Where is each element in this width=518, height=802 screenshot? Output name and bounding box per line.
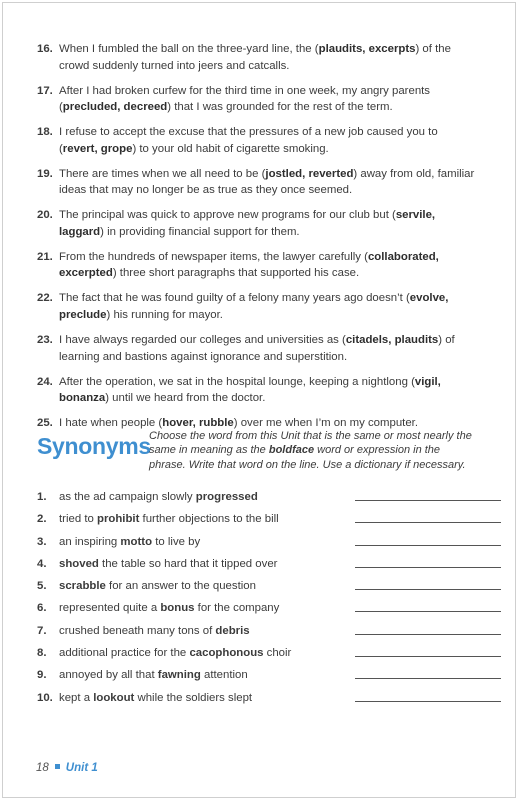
phrase-text: crushed beneath many tons of	[59, 624, 216, 637]
sentence-text: ) away from old, familiar ideas that may no longer be as true as they once seemed.	[59, 167, 475, 197]
instructions-bold: boldface	[268, 444, 315, 457]
answer-line[interactable]	[355, 522, 501, 523]
sentence-text: ) his running for mayor.	[106, 309, 223, 322]
target-word: bonus	[160, 602, 195, 615]
sentence-text: After I had broken curfew for the third time in one week, my angry parents (	[59, 84, 431, 114]
word-choices: hover, rubble	[162, 417, 234, 430]
sentence-item	[37, 207, 477, 240]
item-number: 3.	[37, 535, 47, 548]
word-choices: collaborated, excerpted	[59, 250, 439, 280]
item-number: 2.	[37, 513, 47, 526]
sentence-item	[37, 41, 477, 74]
answer-line[interactable]	[355, 545, 501, 546]
phrase-text: choir	[263, 647, 292, 660]
synonyms-instructions	[149, 429, 477, 472]
sentence-text: ) until we heard from the doctor.	[105, 392, 266, 405]
page-footer	[36, 762, 98, 774]
sentence-text: ) of the crowd suddenly turned into jeers and catcalls.	[59, 43, 451, 72]
phrase-text: annoyed by all that	[59, 669, 158, 682]
item-number: 5.	[37, 580, 47, 593]
page-number: 18	[36, 762, 49, 774]
target-word: cacophonous	[189, 647, 264, 660]
instructions-text: word or expression in the phrase. Write that word on the line. Use a dictionary if necessary.	[149, 444, 466, 471]
word-choices: plaudits, excerpts	[318, 43, 416, 55]
item-number: 24.	[37, 375, 53, 388]
target-word: prohibit	[97, 513, 140, 526]
item-number: 18.	[37, 126, 53, 139]
target-word: shoved	[59, 557, 99, 570]
phrase-text: to live by	[152, 535, 201, 548]
sentence-item	[37, 249, 477, 282]
phrase-text: the table so hard that it tipped over	[98, 557, 278, 570]
sentence-list	[37, 41, 477, 440]
target-word: motto	[120, 535, 153, 548]
answer-line[interactable]	[355, 634, 501, 635]
item-number: 9.	[37, 669, 47, 682]
synonyms-title: Synonyms	[37, 433, 151, 459]
phrase-text: for an answer to the question	[105, 580, 256, 593]
target-word: fawning	[157, 669, 201, 682]
synonym-item	[37, 556, 503, 578]
sentence-text: After the operation, we sat in the hospital lounge, keeping a nightlong (	[59, 375, 415, 388]
workbook-page	[2, 2, 516, 798]
item-number: 6.	[37, 602, 47, 615]
synonyms-list	[37, 489, 503, 712]
item-number: 20.	[37, 209, 53, 222]
sentence-text: I refuse to accept the excuse that the pressures of a new job caused you to (	[59, 126, 438, 155]
phrase-text: attention	[200, 669, 248, 682]
phrase-text: represented quite a	[59, 602, 161, 615]
item-number: 1.	[37, 491, 47, 503]
synonym-item	[37, 600, 503, 622]
target-word: scrabble	[59, 580, 106, 593]
synonym-item	[37, 623, 503, 645]
sentence-item	[37, 83, 477, 116]
item-number: 4.	[37, 557, 47, 570]
item-number: 10.	[37, 691, 53, 704]
sentence-text: ) in providing financial support for them.	[100, 225, 300, 238]
item-number: 17.	[37, 84, 53, 97]
phrase-text: additional practice for the	[59, 647, 190, 660]
item-number: 16.	[37, 43, 53, 55]
word-choices: vigil, bonanza	[59, 375, 441, 405]
phrase-text: further objections to the bill	[139, 513, 279, 526]
phrase-text: as the ad campaign slowly	[59, 491, 196, 503]
answer-line[interactable]	[355, 500, 501, 501]
word-choices: jostled, reverted	[265, 167, 354, 180]
phrase-text: while the soldiers slept	[134, 691, 253, 704]
sentence-item	[37, 166, 477, 199]
answer-line[interactable]	[355, 678, 501, 679]
answer-line[interactable]	[355, 589, 501, 590]
synonyms-header	[37, 427, 477, 475]
sentence-text: ) of learning and bastions against ignorance and superstition.	[59, 334, 455, 363]
sentence-text: ) three short paragraphs that supported his case.	[112, 267, 360, 280]
item-number: 22.	[37, 292, 53, 305]
item-number: 19.	[37, 167, 53, 180]
phrase-text: for the company	[194, 602, 280, 615]
word-choices: evolve, preclude	[59, 292, 449, 322]
answer-line[interactable]	[355, 701, 501, 702]
synonym-item	[37, 489, 503, 511]
word-choices: citadels, plaudits	[345, 334, 439, 347]
synonym-item	[37, 690, 503, 712]
synonym-item	[37, 534, 503, 556]
answer-line[interactable]	[355, 567, 501, 568]
word-choices: servile, laggard	[59, 209, 436, 238]
item-number: 21.	[37, 250, 53, 263]
sentence-text: From the hundreds of newspaper items, the lawyer carefully (	[59, 250, 368, 263]
sentence-text: There are times when we all need to be (	[59, 167, 266, 180]
sentence-text: The principal was quick to approve new programs for our club but (	[59, 209, 396, 222]
synonym-item	[37, 667, 503, 689]
item-number: 23.	[37, 334, 53, 347]
sentence-text: ) to your old habit of cigarette smoking.	[132, 142, 329, 155]
sentence-text: I have always regarded our colleges and universities as (	[59, 334, 346, 347]
phrase-text: an inspiring	[59, 535, 121, 548]
synonym-item	[37, 511, 503, 533]
target-word: progressed	[195, 491, 258, 503]
sentence-text: I hate when people (	[59, 417, 163, 430]
item-number: 7.	[37, 624, 47, 637]
square-bullet-icon	[55, 764, 60, 769]
target-word: lookout	[93, 691, 135, 704]
sentence-text: ) that I was grounded for the rest of the term.	[167, 101, 393, 114]
synonym-item	[37, 578, 503, 600]
instructions-text: Choose the word from this Unit that is the same or most nearly the same in meaning as the	[149, 430, 472, 457]
answer-line[interactable]	[355, 611, 501, 612]
sentence-text: The fact that he was found guilty of a felony many years ago doesn’t (	[59, 292, 410, 305]
sentence-item	[37, 374, 477, 407]
word-choices: precluded, decreed	[62, 101, 168, 114]
phrase-text: tried to	[59, 513, 97, 526]
sentence-text: When I fumbled the ball on the three-yard line, the (	[59, 43, 319, 55]
sentence-item	[37, 290, 477, 323]
word-choices: revert, grope	[62, 142, 133, 155]
sentence-item	[37, 124, 477, 157]
item-number: 8.	[37, 647, 47, 660]
phrase-text: kept a	[59, 691, 94, 704]
sentence-item	[37, 332, 477, 365]
sentence-text: ) over me when I’m on my computer.	[233, 417, 418, 430]
synonym-item	[37, 645, 503, 667]
target-word: debris	[215, 624, 250, 637]
item-number: 25.	[37, 417, 53, 430]
answer-line[interactable]	[355, 656, 501, 657]
unit-label: Unit 1	[65, 762, 98, 774]
